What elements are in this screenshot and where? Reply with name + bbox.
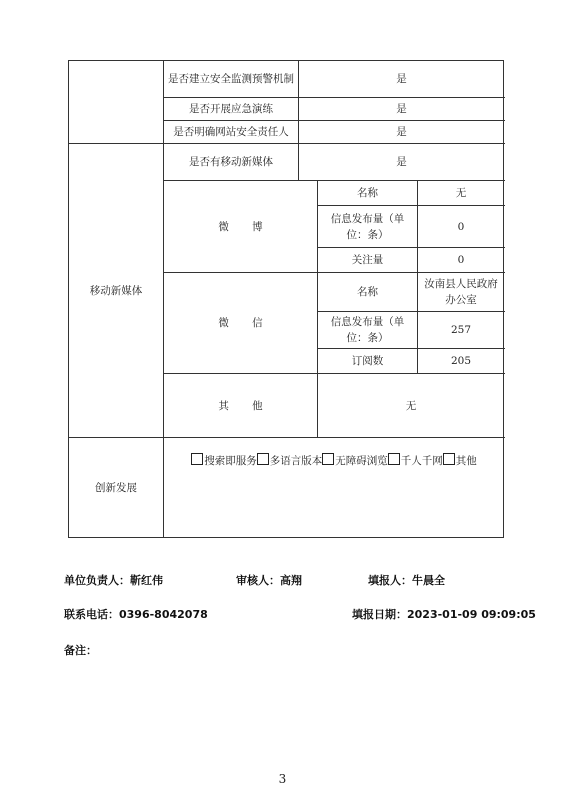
other-value: 无 [405, 399, 417, 412]
reviewer: 审核人：高翔 [236, 574, 302, 587]
wechat-name-value: 汝南县人民政府办公室 [424, 278, 498, 306]
wechat-subscribers-value: 205 [450, 355, 472, 367]
weibo-followers-value: 0 [457, 254, 465, 266]
monitoring-label: 是否建立安全监测预警机制 [168, 73, 294, 85]
innovation-option-personalized[interactable]: 千人千网 [388, 453, 443, 469]
weibo-name-label: 名称 [357, 187, 378, 199]
other-label: 其 他 [218, 399, 273, 412]
weibo-followers-label: 关注量 [351, 254, 384, 266]
wechat-posts-value: 257 [450, 324, 472, 336]
innovation-section-label: 创新发展 [95, 481, 137, 494]
innovation-option-accessible[interactable]: 无障碍浏览 [322, 453, 388, 469]
innovation-option-search[interactable]: 搜索即服务 [191, 453, 257, 469]
has-media-label: 是否有移动新媒体 [189, 156, 273, 168]
fill-date: 填报日期：2023-01-09 09:09:05 [352, 608, 536, 621]
remarks-label: 备注： [64, 644, 97, 657]
wechat-subscribers-label: 订阅数 [351, 355, 384, 367]
mobile-media-section-label: 移动新媒体 [89, 284, 143, 297]
checkbox-icon [191, 453, 203, 465]
unit-leader: 单位负责人：靳红伟 [64, 574, 163, 587]
report-table [68, 60, 504, 538]
wechat-name-label: 名称 [357, 286, 378, 298]
innovation-options [164, 438, 504, 484]
monitoring-value: 是 [396, 73, 407, 85]
weibo-posts-value: 0 [457, 220, 465, 233]
wechat-posts-label: 信息发布量（单位：条） [330, 316, 405, 344]
checkbox-icon [257, 453, 269, 465]
owner-label: 是否明确网站安全责任人 [173, 126, 289, 138]
owner-value: 是 [396, 126, 407, 138]
checkbox-icon [388, 453, 400, 465]
innovation-option-multilang[interactable]: 多语言版本 [257, 453, 323, 469]
checkbox-icon [443, 453, 455, 465]
contact-phone: 联系电话：0396-8042078 [64, 608, 208, 621]
checkbox-icon [322, 453, 334, 465]
weibo-label: 微 博 [218, 220, 273, 233]
weibo-name-value: 无 [455, 187, 467, 199]
wechat-label: 微 信 [218, 317, 273, 329]
drill-label: 是否开展应急演练 [189, 103, 273, 115]
innovation-option-other[interactable]: 其他 [443, 453, 477, 469]
drill-value: 是 [396, 103, 407, 115]
weibo-posts-label: 信息发布量（单位：条） [330, 212, 405, 241]
has-media-value: 是 [396, 156, 407, 168]
filler: 填报人：牛晨全 [368, 574, 445, 587]
page-number: 3 [278, 772, 287, 786]
